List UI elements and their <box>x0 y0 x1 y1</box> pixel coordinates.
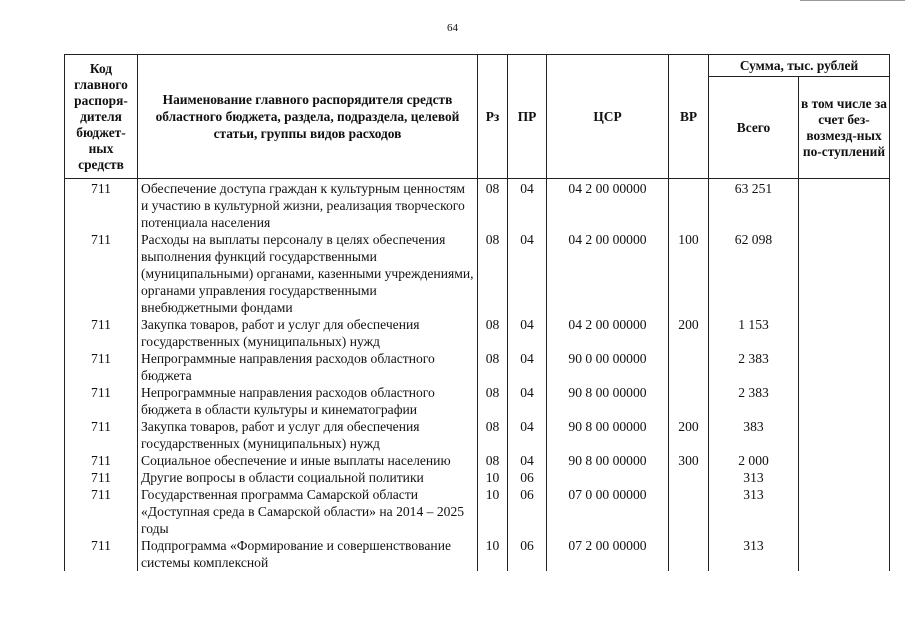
cell-rz: 08 <box>478 316 508 350</box>
cell-code: 711 <box>65 350 138 384</box>
cell-total: 1 153 <box>709 316 799 350</box>
table-row <box>65 537 890 571</box>
header-rz: Рз <box>478 55 508 179</box>
cell-code: 711 <box>65 486 138 537</box>
cell-code: 711 <box>65 384 138 418</box>
cell-csr: 07 0 00 00000 <box>547 486 669 537</box>
cell-gratuitous <box>799 452 890 469</box>
cell-gratuitous <box>799 537 890 571</box>
cell-vr: 200 <box>669 418 709 452</box>
cell-gratuitous <box>799 179 890 232</box>
cell-name: Закупка товаров, работ и услуг для обеспечения государственных (муниципальных) нужд <box>138 418 478 452</box>
cell-code: 711 <box>65 452 138 469</box>
cell-total: 62 098 <box>709 231 799 316</box>
cell-rz: 08 <box>478 179 508 232</box>
cell-gratuitous <box>799 384 890 418</box>
cell-csr: 04 2 00 00000 <box>547 179 669 232</box>
cell-code: 711 <box>65 537 138 571</box>
header-csr: ЦСР <box>547 55 669 179</box>
table-row <box>65 350 890 384</box>
cell-name: Подпрограмма «Формирование и совершенствование системы комплексной <box>138 537 478 571</box>
cell-name: Непрограммные направления расходов областного бюджета в области культуры и кинематографии <box>138 384 478 418</box>
cell-vr <box>669 486 709 537</box>
table-row <box>65 384 890 418</box>
cell-code: 711 <box>65 179 138 232</box>
table-row <box>65 452 890 469</box>
cell-name: Обеспечение доступа граждан к культурным ценностям и участию в культурной жизни, реализация творческого потенциала населения <box>138 179 478 232</box>
cell-vr <box>669 350 709 384</box>
header-total: Всего <box>709 77 799 179</box>
cell-csr: 90 8 00 00000 <box>547 384 669 418</box>
cell-rz: 08 <box>478 418 508 452</box>
cell-vr: 300 <box>669 452 709 469</box>
cell-total: 383 <box>709 418 799 452</box>
cell-pr: 04 <box>508 418 547 452</box>
cell-total: 63 251 <box>709 179 799 232</box>
cell-rz: 08 <box>478 384 508 418</box>
cell-csr: 04 2 00 00000 <box>547 231 669 316</box>
cell-code: 711 <box>65 469 138 486</box>
cell-rz: 10 <box>478 486 508 537</box>
cell-pr: 04 <box>508 452 547 469</box>
cell-total: 2 000 <box>709 452 799 469</box>
cell-csr: 04 2 00 00000 <box>547 316 669 350</box>
cell-csr: 90 8 00 00000 <box>547 452 669 469</box>
cell-rz: 10 <box>478 469 508 486</box>
cell-vr: 200 <box>669 316 709 350</box>
cell-pr: 04 <box>508 179 547 232</box>
table-header <box>65 55 890 179</box>
cell-name: Закупка товаров, работ и услуг для обеспечения государственных (муниципальных) нужд <box>138 316 478 350</box>
cell-name: Социальное обеспечение и иные выплаты населению <box>138 452 478 469</box>
cell-pr: 06 <box>508 537 547 571</box>
cell-name: Непрограммные направления расходов областного бюджета <box>138 350 478 384</box>
header-name: Наименование главного распорядителя средств областного бюджета, раздела, подраздела, целевой статьи, группы видов расходов <box>138 55 478 179</box>
page-number: 64 <box>447 22 458 34</box>
cell-total: 2 383 <box>709 350 799 384</box>
cell-csr <box>547 469 669 486</box>
cell-rz: 08 <box>478 231 508 316</box>
cell-pr: 06 <box>508 486 547 537</box>
cell-name: Другие вопросы в области социальной политики <box>138 469 478 486</box>
table-row <box>65 316 890 350</box>
cell-gratuitous <box>799 418 890 452</box>
cell-total: 313 <box>709 486 799 537</box>
cell-csr: 90 0 00 00000 <box>547 350 669 384</box>
cell-rz: 08 <box>478 350 508 384</box>
cell-pr: 04 <box>508 350 547 384</box>
cell-code: 711 <box>65 231 138 316</box>
cell-total: 2 383 <box>709 384 799 418</box>
budget-table <box>64 54 890 571</box>
cell-gratuitous <box>799 469 890 486</box>
cell-csr: 07 2 00 00000 <box>547 537 669 571</box>
table-row <box>65 231 890 316</box>
header-sum: Сумма, тыс. рублей <box>709 55 890 77</box>
cell-rz: 10 <box>478 537 508 571</box>
cell-csr: 90 8 00 00000 <box>547 418 669 452</box>
table-row <box>65 486 890 537</box>
cell-vr: 100 <box>669 231 709 316</box>
table-row <box>65 179 890 232</box>
header-gratuitous: в том числе за счет без-возмезд-ных по-ступлений <box>799 77 890 179</box>
header-code: Код главного распоря-дителя бюджет-ных средств <box>65 55 138 179</box>
cell-total: 313 <box>709 469 799 486</box>
cell-total: 313 <box>709 537 799 571</box>
cell-vr <box>669 179 709 232</box>
cell-gratuitous <box>799 316 890 350</box>
table-row <box>65 418 890 452</box>
header-vr: ВР <box>669 55 709 179</box>
cell-name: Государственная программа Самарской области «Доступная среда в Самарской области» на 2014 – 2025 годы <box>138 486 478 537</box>
cell-pr: 04 <box>508 231 547 316</box>
cell-code: 711 <box>65 316 138 350</box>
cell-pr: 04 <box>508 316 547 350</box>
cell-gratuitous <box>799 350 890 384</box>
cell-name: Расходы на выплаты персоналу в целях обеспечения выполнения функций государственными (муниципальными) органами, казенными учреждениями, органами управления государственными внебюджетными фондами <box>138 231 478 316</box>
cell-gratuitous <box>799 486 890 537</box>
cell-pr: 06 <box>508 469 547 486</box>
table-row <box>65 469 890 486</box>
cell-gratuitous <box>799 231 890 316</box>
cell-pr: 04 <box>508 384 547 418</box>
cell-rz: 08 <box>478 452 508 469</box>
table-body <box>65 179 890 572</box>
top-edge-line <box>800 0 905 2</box>
cell-vr <box>669 469 709 486</box>
cell-vr <box>669 537 709 571</box>
cell-code: 711 <box>65 418 138 452</box>
header-pr: ПР <box>508 55 547 179</box>
cell-vr <box>669 384 709 418</box>
